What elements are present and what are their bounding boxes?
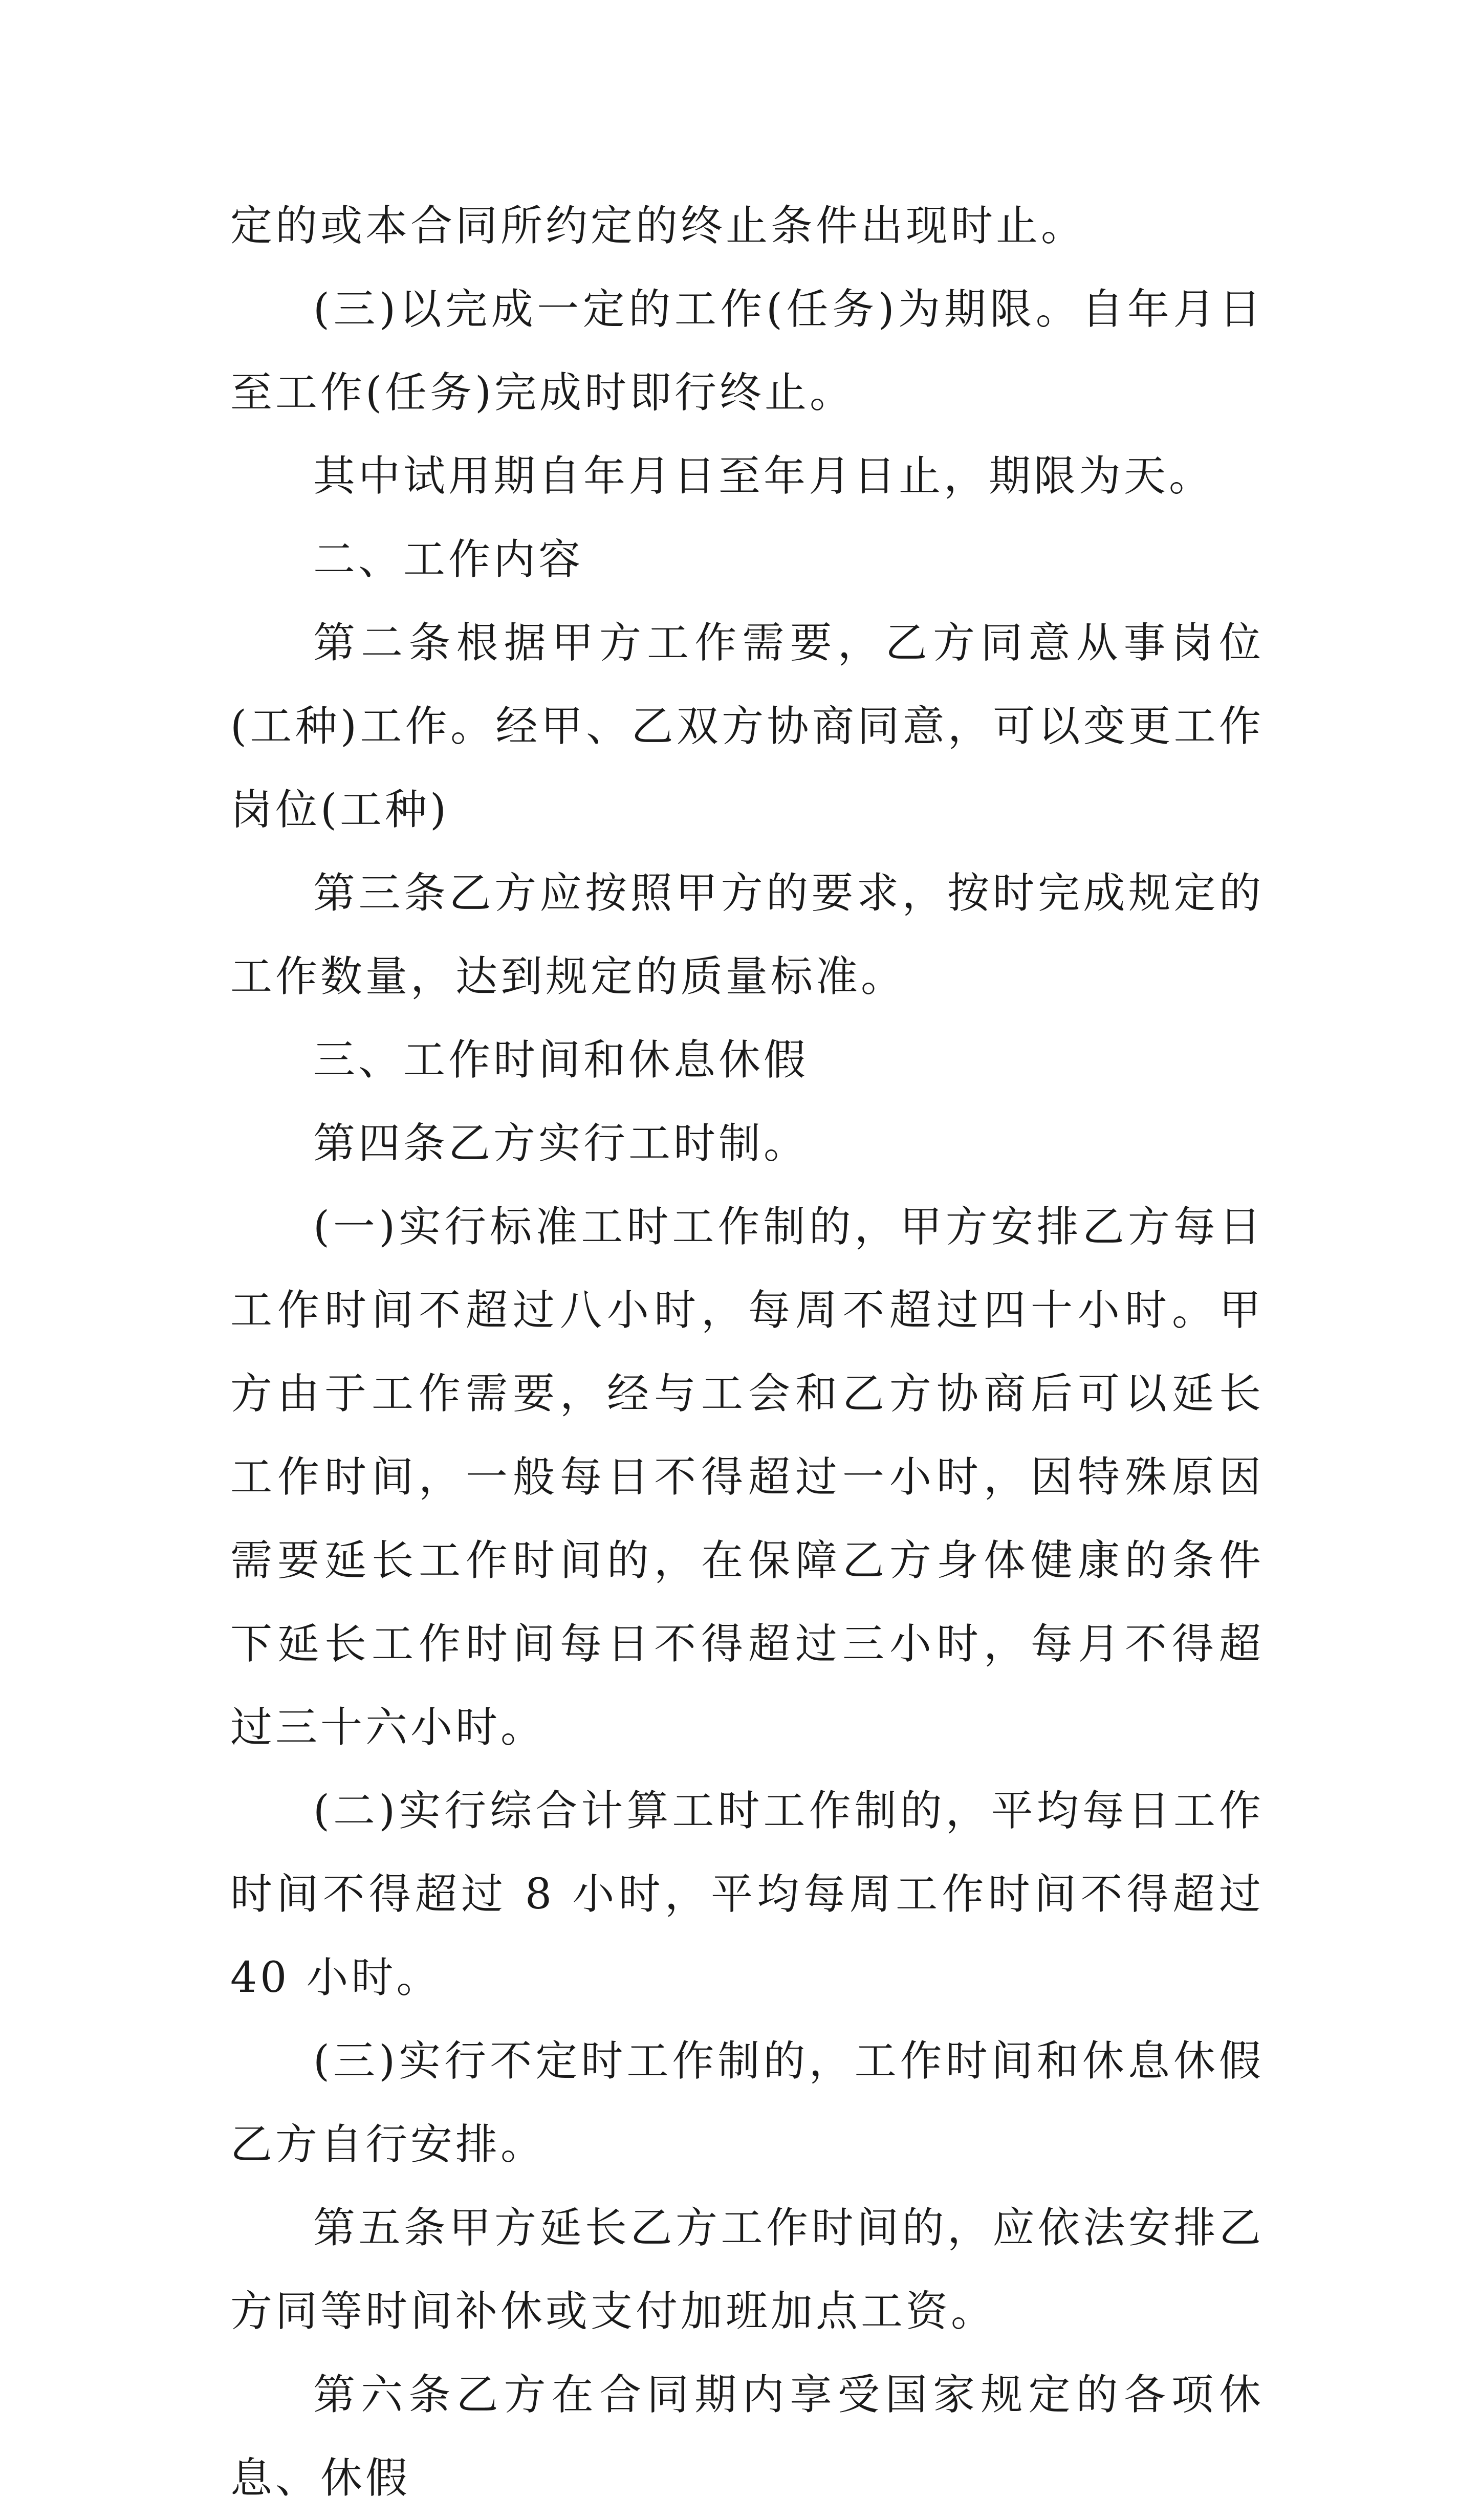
article-4-item-1: (一)实行标准工时工作制的，甲方安排乙方每日工作时间不超过八小时，每周不超过四十小时。甲方由于工作需要，经与工会和乙方协商后可以延长工作时间，一般每日不得超过一小时，因特殊原因需要延长工作时间的，在保障乙方身体健康的条件下延长工作时间每日不得超过三小时，每月不得超过三十六小时。 [230, 1203, 1264, 1752]
article-4-item-3: (三)实行不定时工作制的，工作时间和休息休假乙方自行安排。 [230, 2037, 1264, 2169]
paragraph-termination-clause: 定的或本合同所约定的终止条件出现时止。 [230, 202, 1086, 250]
article-5: 第五条甲方延长乙方工作时间的，应依法安排乙方同等时间补休或支付加班加点工资。 [230, 2204, 1264, 2336]
article-3: 第三条乙方应按照甲方的要求，按时完成规定的工作数量，达到规定的质量标准。 [230, 869, 1264, 1001]
paragraph-probation: 其中试用期自年月日至年月日止，期限为天。 [313, 452, 1214, 501]
document-body [230, 184, 1264, 2520]
section-heading-work-content: 二、工作内容 [313, 535, 584, 584]
article-6: 第六条乙方在合同期内享受国家规定的各项休息、休假 [230, 2371, 1264, 2503]
article-4: 第四条乙方实行工时制。 [313, 1119, 809, 1168]
article-2: 第二条根据甲方工作需要，乙方同意从事岗位(工种)工作。经甲、乙双方协商同意，可以变更工作岗位(工种) [230, 619, 1264, 834]
section-heading-working-hours: 三、工作时间和休息休假 [313, 1036, 809, 1084]
article-4-item-2: (二)实行综合计算工时工作制的，平均每日工作时间不得超过 8 小时，平均每周工作时间不得超过 40 小时。 [230, 1787, 1264, 2002]
paragraph-task-term: (三)以完成一定的工作(任务)为期限。自年月日至工作(任务)完成时即行终止。 [230, 285, 1264, 417]
